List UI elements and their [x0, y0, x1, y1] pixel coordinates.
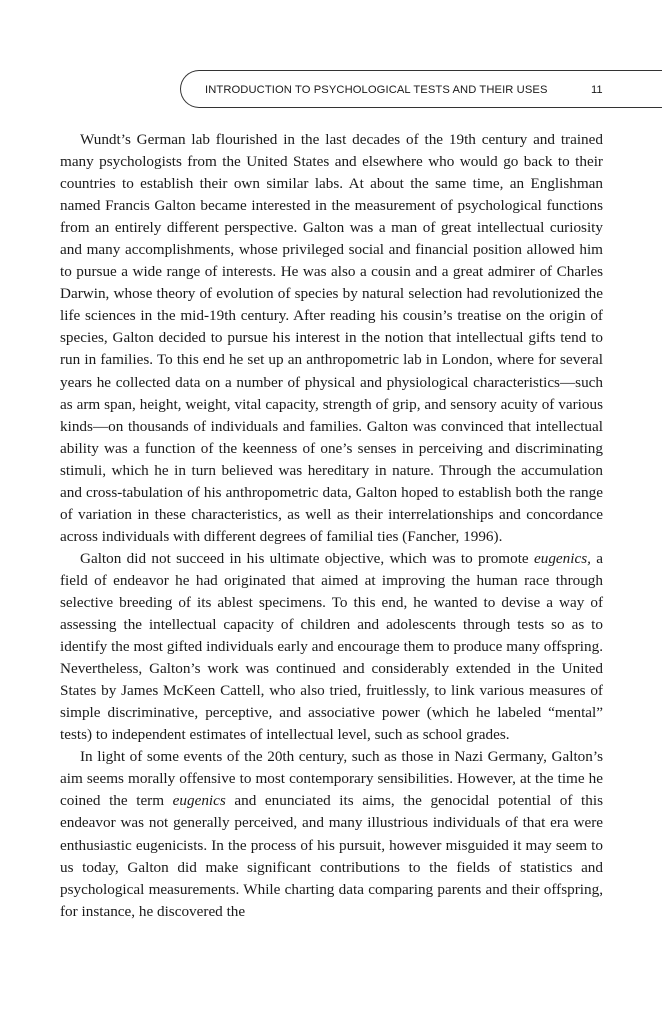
- eugenics-term: eugenics,: [534, 549, 591, 567]
- paragraph-2-text-a: Galton did not succeed in his ultimate objective, which was to promote: [80, 549, 534, 567]
- page-number: 11: [591, 84, 603, 96]
- running-head-title: INTRODUCTION TO PSYCHOLOGICAL TESTS AND THEIR USES: [205, 84, 548, 96]
- paragraph-2-text-b: a field of endeavor he had originated that aimed at improving the human race through selective breeding of its ablest specimens. To this end, he wanted to devise a way of assessing the intellectual capacity of children and adolescents through tests so as to identify the most gifted individuals early and encourage them to produce many offspring. Nevertheless, Galton’s work was continued and considerably extended in the United States by James McKeen Cattell, who also tried, fruitlessly, to link various measures of simple discriminative, perceptive, and associative power (which he labeled “mental” tests) to independent estimates of intellectual level, such as school grades.: [60, 549, 603, 744]
- paragraph-3-text-b: and enunciated its aims, the genocidal potential of this endeavor was not generally perceived, and many illustrious individuals of that era were enthusiastic eugenicists. In the process of his pursuit, however misguided it may seem to us today, Galton did make significant contributions to the fields of statistics and psychological measurements. While charting data comparing parents and their offspring, for instance, he discovered the: [60, 792, 603, 920]
- paragraph-1: Wundt’s German lab flourished in the last decades of the 19th century and trained many psychologists from the United States and elsewhere who would go back to their countries to establish their own similar labs. At about the same time, an Englishman named Francis Galton became interested in the measurement of psychological functions from an entirely different perspective. Galton was a man of great intellectual curiosity and many accomplishments, whose privileged social and financial position allowed him to pursue a wide range of interests. He was also a cousin and a great admirer of Charles Darwin, whose theory of evolution of species by natural selection had revolutionized the life sciences in the mid-19th century. After reading his cousin’s treatise on the origin of species, Galton decided to pursue his interest in the notion that intellectual gifts tend to run in families. To this end he set up an anthropometric lab in London, where for several years he collected data on a number of physical and physiological characteristics—such as arm span, height, weight, vital capacity, strength of grip, and sensory acuity of various kinds—on thousands of individuals and families. Galton was convinced that intellectual ability was a function of the keenness of one’s senses in perceiving and discriminating stimuli, which he in turn believed was hereditary in nature. Through the accumulation and cross-tabulation of his anthropometric data, Galton hoped to establish both the range of variation in these characteristics, as well as their interrelationships and concordance across individuals with different degrees of familial ties (Fancher, 1996).: [60, 131, 603, 545]
- paragraph-3-text-a: In light of some events of the 20th century, such as those in Nazi Germany, Galton’s aim seems morally offensive to most contemporary sensibilities. However, at the time he coined the term: [60, 748, 603, 810]
- paragraph-3: [60, 746, 603, 922]
- body-text: [60, 129, 603, 923]
- paragraph-2: [60, 548, 603, 746]
- running-head: [180, 70, 662, 108]
- eugenics-term-2: eugenics: [172, 792, 226, 810]
